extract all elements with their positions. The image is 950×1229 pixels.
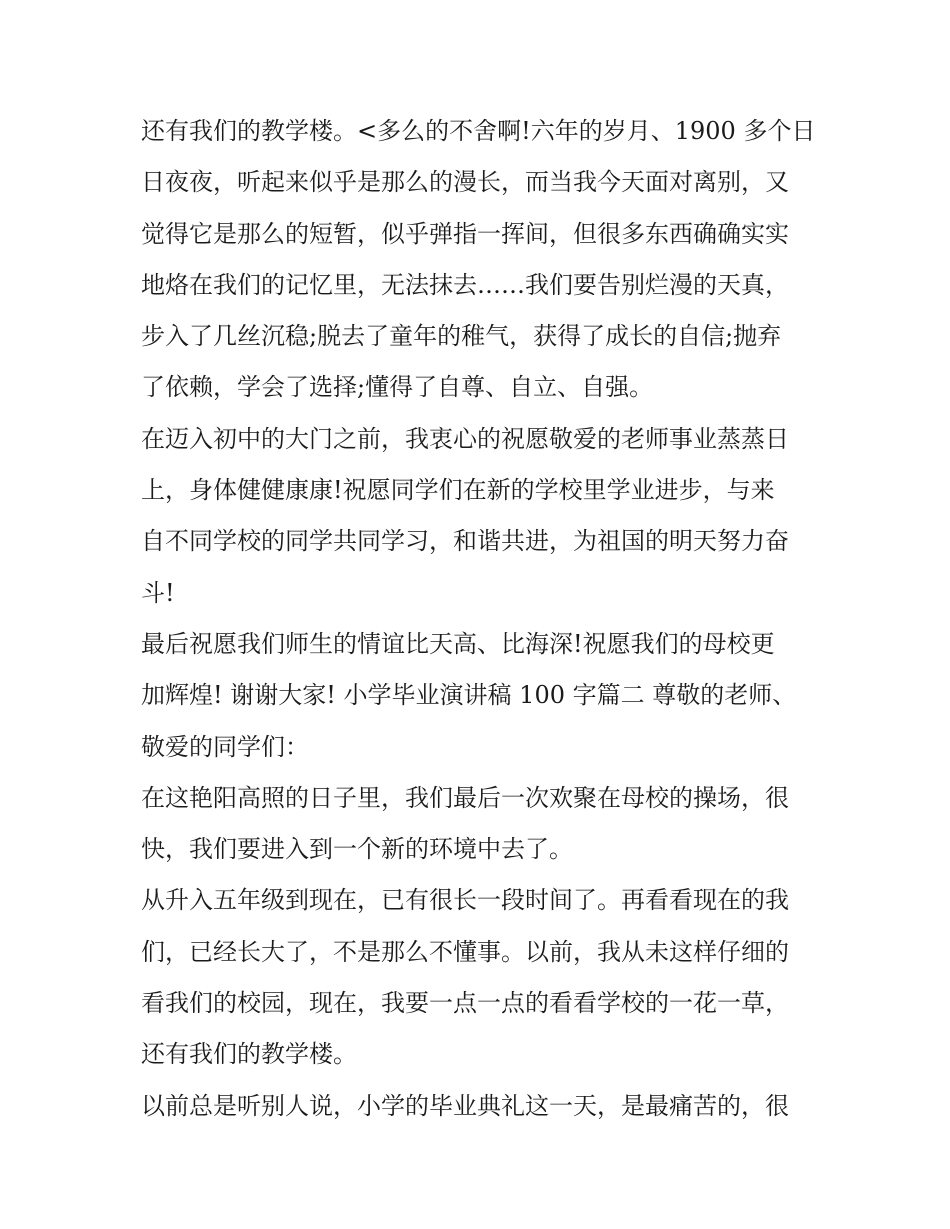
text-line: 步入了几丝沉稳;脱去了童年的稚气，获得了成长的自信;抛弃 <box>141 322 782 351</box>
text-line: 从升入五年级到现在，已有很长一段时间了。再看看现在的我 <box>141 886 789 915</box>
text-line: 看我们的校园，现在，我要一点一点的看看学校的一花一草， <box>141 989 789 1018</box>
text-line: 在这艳阳高照的日子里，我们最后一次欢聚在母校的操场，很 <box>141 783 789 812</box>
text-line: 快，我们要进入到一个新的环境中去了。 <box>141 835 573 864</box>
text-line: 自不同学校的同学共同学习，和谐共进，为祖国的明天努力奋 <box>141 527 789 556</box>
text-line: 还有我们的教学楼。<多么的不舍啊!六年的岁月、1900 多个日 <box>141 117 816 145</box>
text-line: 在迈入初中的大门之前，我衷心的祝愿敬爱的老师事业蒸蒸日 <box>141 424 789 453</box>
text-line: 斗! <box>141 578 175 607</box>
text-line: 上，身体健健康康!祝愿同学们在新的学校里学业进步，与来 <box>141 476 775 505</box>
text-line: 敬爱的同学们： <box>141 732 309 761</box>
text-line: 日夜夜，听起来似乎是那么的漫长，而当我今天面对离别，又 <box>141 168 789 197</box>
text-line: 们，已经长大了，不是那么不懂事。以前，我从未这样仔细的 <box>141 937 789 966</box>
text-line: 了依赖，学会了选择;懂得了自尊、自立、自强。 <box>141 373 654 402</box>
text-line: 最后祝愿我们师生的情谊比天高、比海深!祝愿我们的母校更 <box>141 629 775 658</box>
document-body <box>141 106 821 1132</box>
text-line: 还有我们的教学楼。 <box>141 1040 357 1069</box>
text-line: 以前总是听别人说，小学的毕业典礼这一天，是最痛苦的，很 <box>141 1091 789 1120</box>
text-line: 加辉煌! 谢谢大家! 小学毕业演讲稿 100 字篇二 尊敬的老师、 <box>141 681 797 710</box>
text-line: 觉得它是那么的短暂，似乎弹指一挥间，但很多东西确确实实 <box>141 219 789 248</box>
text-line: 地烙在我们的记忆里，无法抹去……我们要告别烂漫的天真， <box>141 270 789 299</box>
